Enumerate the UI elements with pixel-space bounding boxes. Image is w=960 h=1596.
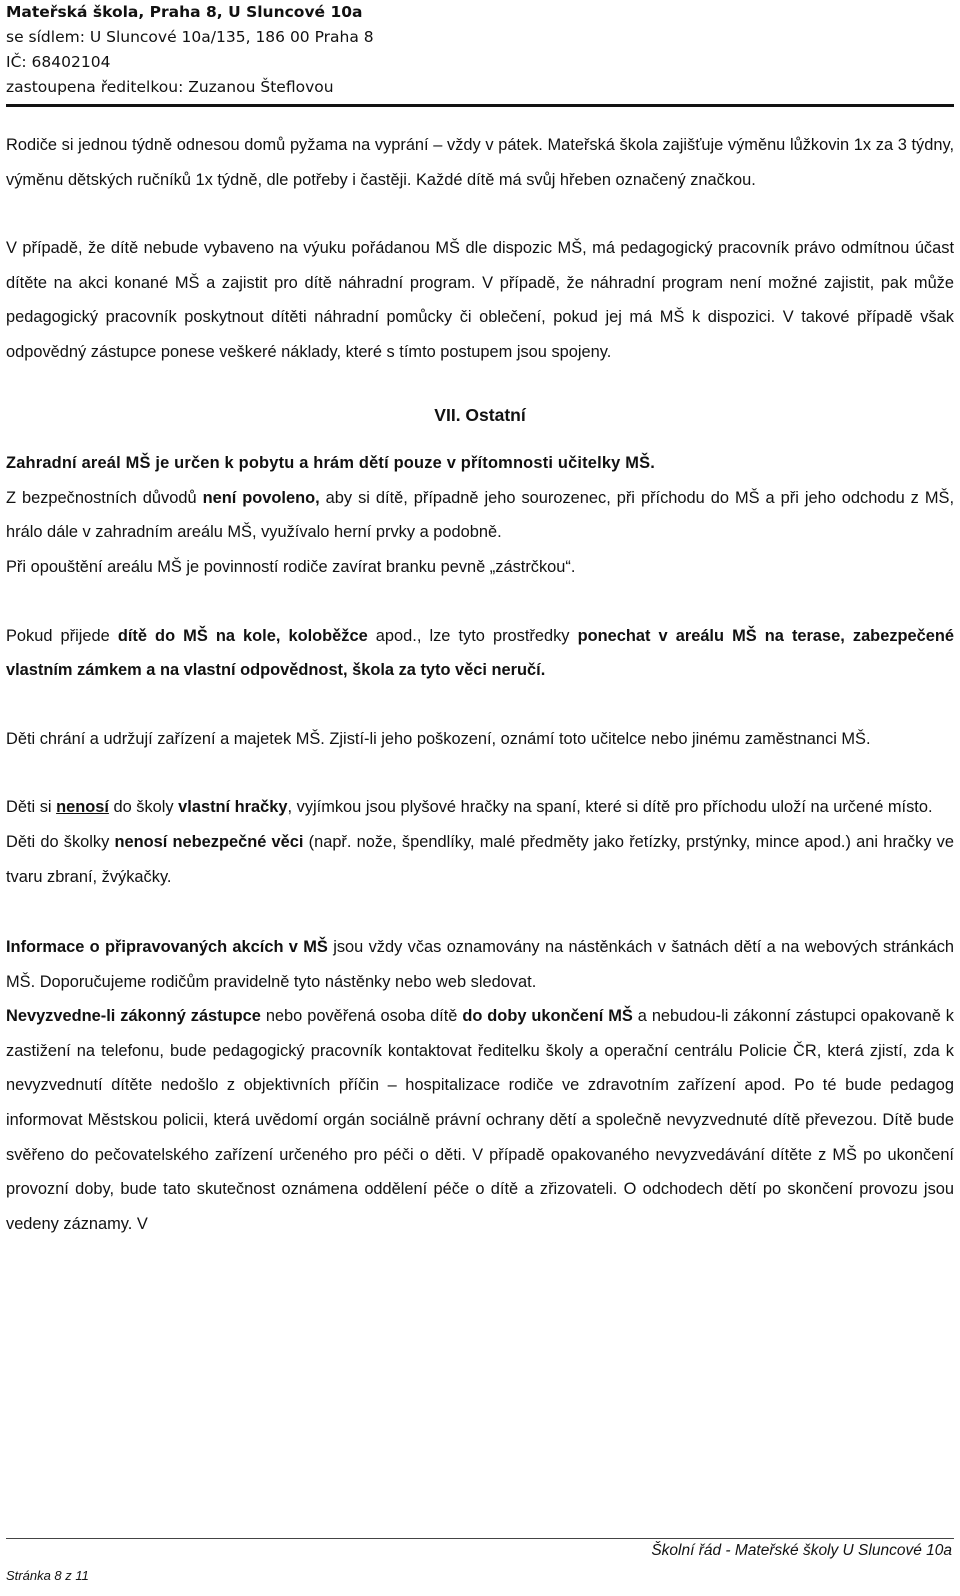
text-run: Pokud přijede xyxy=(6,626,118,645)
paragraph-property: Děti chrání a udržují zařízení a majetek MŠ. Zjistí-li jeho poškození, oznámí toto učitelce nebo jinému zaměstnanci MŠ. xyxy=(6,729,871,748)
text-run: , vyjímkou jsou plyšové hračky na spaní, které si dítě pro příchodu uloží na určené místo. xyxy=(287,798,933,817)
text-run: apod., lze tyto prostředky xyxy=(367,626,578,645)
paragraph-laundry: Rodiče si jednou týdně odnesou domů pyžama na vyprání – vždy v pátek. Mateřská škola zajišťuje výměnu lůžkovin 1x za 3 týdny, výměnu dětských ručníků 1x týdně, dle potřeby i častěji. Každé dítě má svůj hřeben označený značkou. xyxy=(6,136,954,189)
paragraph-garden-rule: Zahradní areál MŠ je určen k pobytu a hrám dětí pouze v přítomnosti učitelky MŠ. xyxy=(6,454,655,473)
text-run: Z bezpečnostních důvodů xyxy=(6,488,203,507)
emphasis: ponechat v areálu MŠ na terase, zabezpečené vlastním zámkem a na vlastní odpovědnost, škola za tyto věci neručí. xyxy=(6,626,954,680)
paragraph-pickup xyxy=(6,999,954,1241)
underlined-emphasis: nenosí xyxy=(56,798,109,817)
text-run: nebo pověřená osoba dítě xyxy=(260,1007,463,1026)
emphasis: dítě do MŠ na kole, koloběžce xyxy=(117,626,368,645)
emphasis: nenosí nebezpečné věci xyxy=(114,832,304,851)
paragraph-equipment: V případě, že dítě nebude vybaveno na výuku pořádanou MŠ dle dispozic MŠ, má pedagogický pracovník právo odmítnou účast dítěte na akci konané MŠ a zajistit pro dítě náhradní program. V případě, že náhradní program není možné zajistit, pak může pedagogický pracovník poskytnout dítěti náhradní pomůcky či oblečení, pokud jej má MŠ k dispozici. V takové případě však odpovědný zástupce ponese veškeré náklady, které s tímto postupem jsou spojeny. xyxy=(6,239,954,361)
paragraph-toys xyxy=(6,790,954,825)
text-run: do školy xyxy=(108,798,179,817)
school-address: se sídlem: U Sluncové 10a/135, 186 00 Praha 8 xyxy=(6,28,374,46)
footer-document-title: Školní řád - Mateřské školy U Sluncové 10a xyxy=(651,1542,952,1559)
document-body xyxy=(6,128,954,1241)
paragraph-events-info xyxy=(6,930,954,999)
text-run: (např. nože, špendlíky, malé předměty jako řetízky, prstýnky, mince apod.) ani hračky ve tvaru zbraní, žvýkačky. xyxy=(6,832,954,886)
text-run: Děti si xyxy=(6,798,57,817)
emphasis xyxy=(56,798,109,816)
paragraph-garden-safety xyxy=(6,481,954,550)
school-representative: zastoupena ředitelkou: Zuzanou Šteflovou xyxy=(6,78,334,96)
emphasis: vlastní hračky xyxy=(178,798,288,817)
school-ico: IČ: 68402104 xyxy=(6,53,111,71)
footer-divider xyxy=(6,1538,954,1539)
letterhead xyxy=(6,0,954,107)
emphasis: Informace o připravovaných akcích v MŠ xyxy=(6,938,328,957)
text-run: a nebudou-li zákonní zástupci opakovaně k zastižení na telefonu, bude pedagogický pracovník kontaktovat ředitelku školy a operační centrálu Policie ČR, která zjistí, zda k nevyzvednutí dítěte nedošlo z objektivních příčin – hospitalizace rodiče ve zdravotním zařízení apod. Po té bude pedagog informovat Městskou policii, která uvědomí orgán sociálně právní ochrany dětí a společně nevyzvednuté dítě převezou. Dítě bude svěřeno do pečovatelského zařízení určeného pro péči o děti. V případě opakovaného nevyzvedávání dítěte z MŠ po ukončení provozní doby, bude tato skutečnost oznámena oddělení péče o dítě a zřizovateli. O odchodech dětí po skončení provozu jsou vedeny záznamy. V xyxy=(6,1007,955,1233)
paragraph-bikes xyxy=(6,619,954,688)
text-run: jsou vždy včas oznamovány na nástěnkách v šatnách dětí a na webových stránkách MŠ. Doporučujeme rodičům pravidelně tyto nástěnky nebo web sledovat. xyxy=(6,938,954,991)
text-run: Děti do školky xyxy=(6,832,115,851)
paragraph-gate: Při opouštění areálu MŠ je povinností rodiče zavírat branku pevně „zástrčkou“. xyxy=(6,557,576,576)
text-run: aby si dítě, případně jeho sourozenec, při příchodu do MŠ a při jeho odchodu z MŠ, hrálo dále v zahradním areálu MŠ, využívalo herní prvky a podobně. xyxy=(6,488,955,542)
paragraph-dangerous-items xyxy=(6,825,954,894)
emphasis: Nevyzvedne-li zákonný zástupce xyxy=(6,1007,261,1026)
emphasis: do doby ukončení MŠ xyxy=(462,1007,633,1026)
footer-page-number: Stránka 8 z 11 xyxy=(6,1568,89,1583)
section-heading: VII. Ostatní xyxy=(434,404,526,425)
emphasis: není povoleno, xyxy=(202,488,320,507)
school-name: Mateřská škola, Praha 8, U Sluncové 10a xyxy=(6,3,363,21)
